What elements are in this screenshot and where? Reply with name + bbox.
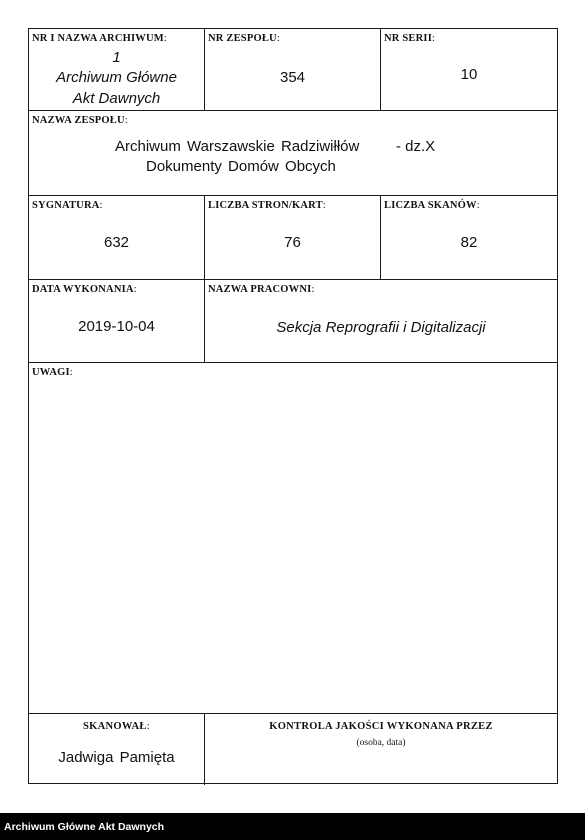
scanned-by-cell (29, 714, 204, 783)
fonds-name-suffix: - dz.X (396, 138, 436, 155)
series-number-value: 10 (460, 66, 478, 83)
footer-bar (0, 813, 585, 840)
signature-label: SYGNATURA: (32, 200, 103, 211)
studio-value: Sekcja Reprografii i Digitalizacji (276, 319, 486, 336)
pages-cell (205, 196, 380, 279)
signature-cell (29, 196, 204, 279)
footer-text: Archiwum Główne Akt Dawnych (4, 821, 165, 833)
quality-control-cell (205, 714, 557, 783)
series-number-cell (381, 29, 557, 110)
scans-cell (381, 196, 557, 279)
studio-cell (205, 280, 557, 362)
fonds-name-line1: Archiwum Warszawskie Radziwiłłów (115, 138, 360, 155)
metadata-form (28, 28, 558, 784)
fonds-number-label: NR ZESPOŁU: (208, 33, 280, 44)
date-cell (29, 280, 204, 362)
archive-cell (29, 29, 204, 110)
archive-label: NR I NAZWA ARCHIWUM: (32, 33, 167, 44)
scanned-by-value: Jadwiga Pamięta (58, 749, 175, 766)
remarks-label: UWAGI: (32, 367, 73, 378)
quality-control-label: KONTROLA JAKOŚCI WYKONANA PRZEZ (269, 721, 493, 732)
scans-value: 82 (460, 234, 478, 251)
fonds-name-cell (29, 111, 557, 195)
fonds-name-line2: Dokumenty Domów Obcych (146, 158, 336, 175)
fonds-name-label: NAZWA ZESPOŁU: (32, 115, 128, 126)
series-number-label: NR SERII: (384, 33, 436, 44)
studio-label: NAZWA PRACOWNI: (208, 284, 315, 295)
date-value: 2019-10-04 (78, 318, 155, 335)
date-label: DATA WYKONANIA: (32, 284, 137, 295)
remarks-cell (29, 363, 557, 713)
scanned-by-label: SKANOWAŁ: (83, 721, 150, 732)
signature-value: 632 (103, 234, 130, 251)
quality-control-sublabel: (osoba, data) (356, 738, 406, 748)
pages-value: 76 (284, 234, 301, 251)
fonds-number-cell (205, 29, 380, 110)
archive-name-line1: Archiwum Główne (56, 69, 177, 86)
archive-number: 1 (112, 49, 121, 66)
pages-label: LICZBA STRON/KART: (208, 200, 326, 211)
archive-name-line2: Akt Dawnych (72, 90, 161, 107)
fonds-number-value: 354 (279, 69, 306, 86)
scans-label: LICZBA SKANÓW: (384, 200, 480, 211)
